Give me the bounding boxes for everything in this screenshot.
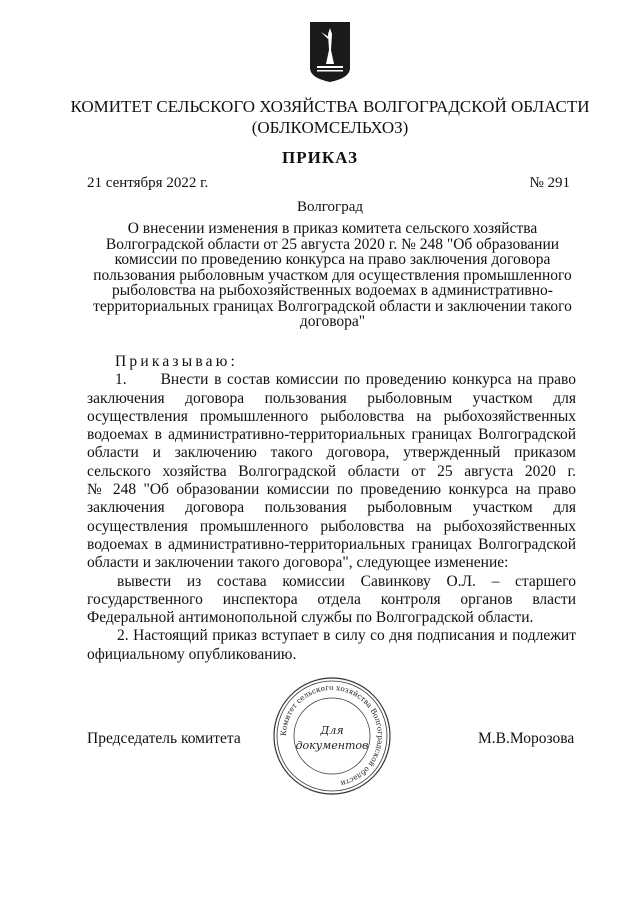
paragraph-line: области и заключении такого договора", следующее изменение: xyxy=(87,554,509,572)
subject-line: территориальных границах Волгоградской области и заключении такого xyxy=(93,297,572,315)
organization-name: КОМИТЕТ СЕЛЬСКОГО ХОЗЯЙСТВА ВОЛГОГРАДСКОЙ ОБЛАСТИ xyxy=(70,97,590,116)
subject-line: пользования рыболовным участком для осуществления промышленного xyxy=(93,266,572,284)
stamp-center-line: Для xyxy=(320,724,344,737)
subject-line: рыболовства на рыбохозяйственных водоемах в административно- xyxy=(112,282,553,299)
subject-line: О внесении изменения в приказ комитета сельского хозяйства xyxy=(127,220,538,237)
document-city: Волгоград xyxy=(296,199,363,215)
signatory-name: М.В.Морозова xyxy=(478,730,575,747)
paragraph-line: 2. Настоящий приказ вступает в силу со дня подписания и подлежит xyxy=(117,627,576,645)
document-number: № 291 xyxy=(529,175,570,191)
paragraph-line: вывести из состава комиссии Савинкову О.Л. – старшего xyxy=(117,572,576,590)
document-body xyxy=(87,353,576,664)
paragraph-line: Федеральной антимонопольной службы по Волгоградской области. xyxy=(87,609,534,627)
paragraph-line: осуществления промышленного рыболовства на рыбохозяйственных xyxy=(87,407,576,425)
paragraph-line: официальному опубликованию. xyxy=(87,645,297,663)
order-word: Приказываю: xyxy=(115,353,239,370)
paragraph-line: области и заключению такого договора, утвержденный приказом xyxy=(87,444,576,462)
subject-line: комиссии по проведению конкурса на право заключения договора xyxy=(114,251,551,268)
official-stamp xyxy=(270,674,394,798)
paragraph-line: 1. Внести в состав комиссии по проведению конкурса на право xyxy=(115,371,576,389)
paragraph-line: заключения договора пользования рыболовным участком для xyxy=(87,499,576,517)
organization-short-name: (ОБЛКОМСЕЛЬХОЗ) xyxy=(251,118,409,137)
paragraph-line: заключения договора пользования рыболовным участком для xyxy=(87,389,576,407)
signatory-position: Председатель комитета xyxy=(87,730,241,747)
document-date: 21 сентября 2022 г. xyxy=(87,175,209,191)
paragraph-line: сельского хозяйства Волгоградской области от 25 августа 2020 г. xyxy=(87,462,576,480)
paragraph-line: № 248 "Об образовании комиссии по проведению конкурса на право xyxy=(87,481,576,499)
document-subject xyxy=(90,221,575,330)
paragraph-line: осуществления промышленного рыболовства на рыбохозяйственных xyxy=(87,517,576,535)
stamp-center-line: документов xyxy=(295,739,369,752)
subject-line: Волгоградской области от 25 августа 2020 г. № 248 "Об образовании xyxy=(105,235,560,253)
subject-line: договора" xyxy=(299,313,366,330)
paragraph-line: водоемах в административно-территориальных границах Волгоградской xyxy=(87,535,576,553)
document-title: ПРИКАЗ xyxy=(282,148,358,167)
paragraph-line: государственного инспектора отдела контроля органов власти xyxy=(87,590,576,608)
coat-of-arms-emblem xyxy=(307,20,353,84)
paragraph-line: водоемах в административно-территориальных границах Волгоградской xyxy=(87,426,576,444)
stamp-ring-text: Комитет сельского хозяйства Волгоградской области xyxy=(278,682,386,789)
